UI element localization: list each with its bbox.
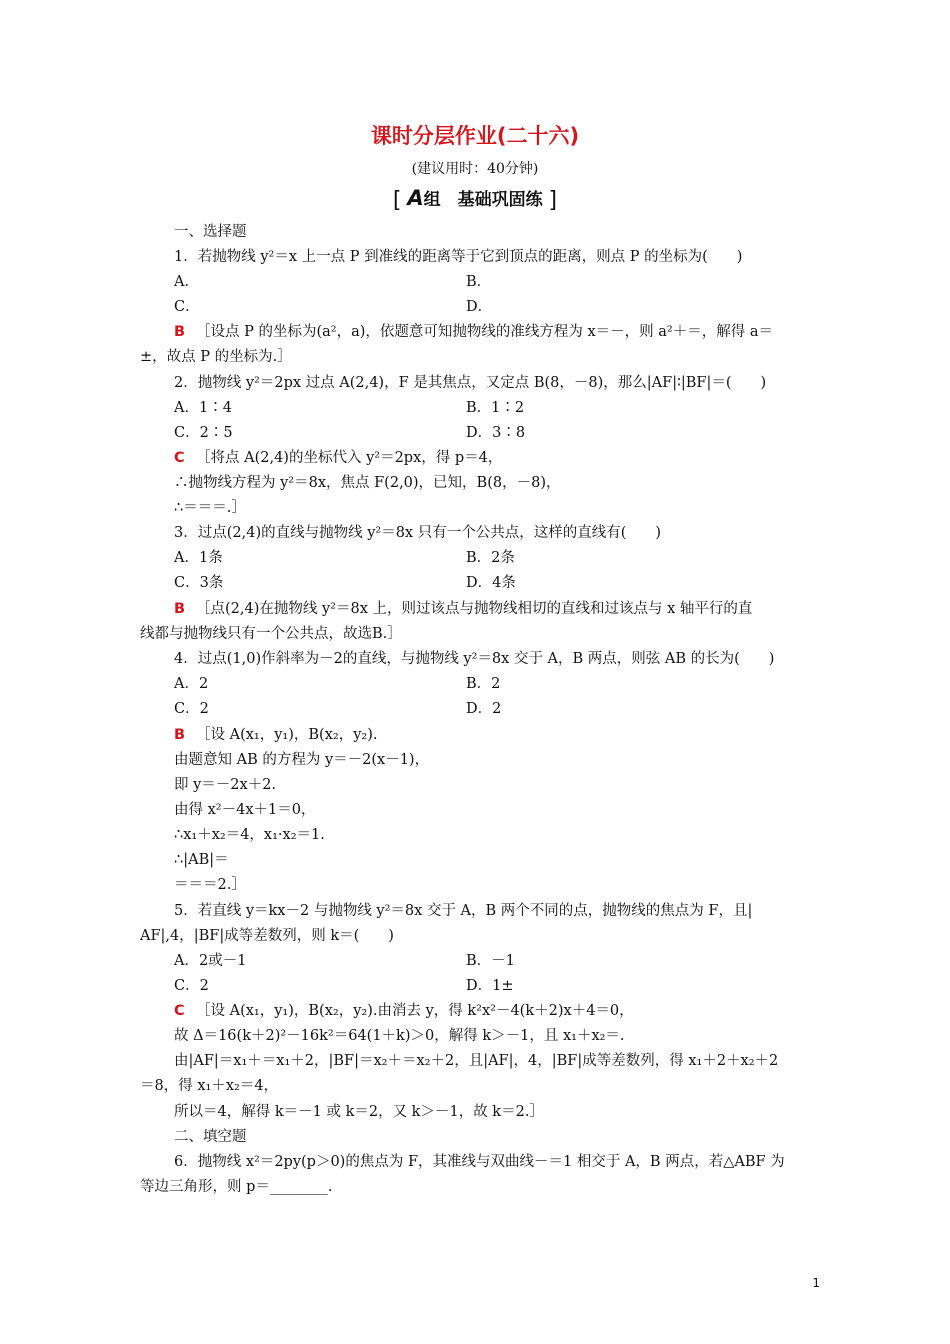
- question-2: 2．抛物线 y²＝2px 过点 A(2,4)，F 是其焦点，又定点 B(8，－8)，那么|AF|∶|BF|＝( ): [174, 375, 767, 391]
- solution-line: ∴抛物线方程为 y²＝8x，焦点 F(2,0)，已知，B(8，－8)，: [174, 475, 561, 491]
- question-4: 4．过点(1,0)作斜率为－2的直线，与抛物线 y²＝8x 交于 A，B 两点，则弦 AB 的长为( ): [174, 651, 775, 667]
- solution-line: ［设 A(x₁，y₁)，B(x₂，y₂).: [196, 727, 378, 743]
- option-d: D．1±: [466, 978, 514, 994]
- solution-line: ∴|AB|＝: [174, 852, 229, 868]
- solution-line: ［设 A(x₁，y₁)，B(x₂，y₂).由消去 y，得 k²x²－4(k＋2)x＋4＝0，: [196, 1003, 634, 1019]
- option-c: C．2∶5: [174, 425, 233, 441]
- solution-line: ＝＝＝2.］: [174, 877, 246, 893]
- page-number: 1: [812, 1276, 820, 1290]
- solution-line: 由得 x²－4x＋1＝0，: [174, 802, 316, 818]
- page-title: 课时分层作业(二十六): [370, 124, 580, 148]
- answer-letter: C: [174, 1003, 185, 1019]
- solution-line: ［点(2,4)在抛物线 y²＝8x 上，则过该点与抛物线相切的直线和过该点与 x 轴平行的直: [196, 601, 753, 617]
- question-6-cont: 等边三角形，则 p＝________.: [140, 1179, 333, 1195]
- solution-line: ∴＝＝＝.］: [174, 500, 246, 516]
- question-3: 3．过点(2,4)的直线与抛物线 y²＝8x 只有一个公共点，这样的直线有( ): [174, 525, 662, 541]
- solution-line: ［设点 P 的坐标为(a²，a)，依题意可知抛物线的准线方程为 x＝－，则 a²＋＝，解得 a＝: [196, 324, 773, 340]
- option-c: C．: [174, 299, 200, 315]
- question-6: 6．抛物线 x²＝2py(p＞0)的焦点为 F，其准线与双曲线－＝1 相交于 A，B 两点，若△ABF 为: [174, 1154, 785, 1170]
- option-d: D．3∶8: [466, 425, 526, 441]
- bracket-open: [: [392, 188, 402, 213]
- solution-line: 即 y＝－2x＋2.: [174, 777, 277, 793]
- option-c: C．2: [174, 701, 209, 717]
- option-d: D．4条: [466, 575, 516, 591]
- solution-line: 线都与抛物线只有一个公共点，故选B.］: [140, 626, 402, 642]
- solution-line: 故 Δ＝16(k＋2)²－16k²＝64(1＋k)＞0，解得 k＞－1，且 x₁＋x₂＝.: [174, 1028, 625, 1044]
- option-c: C．3条: [174, 575, 224, 591]
- answer-letter: B: [174, 601, 186, 617]
- option-a: A．1条: [174, 550, 223, 566]
- section-group-heading: [0, 185, 950, 213]
- section-heading-choice: 一、选择题: [174, 224, 247, 240]
- group-letter: A: [407, 186, 424, 210]
- option-b: B．: [466, 274, 492, 290]
- suggested-time: (建议用时：40分钟): [411, 161, 539, 177]
- option-d: D．: [466, 299, 493, 315]
- option-b: B．－1: [466, 953, 515, 969]
- option-b: B．2条: [466, 550, 515, 566]
- option-a: A．2或－1: [174, 953, 247, 969]
- answer-letter: C: [174, 450, 185, 466]
- option-c: C．2: [174, 978, 209, 994]
- solution-line: ∴x₁＋x₂＝4，x₁·x₂＝1.: [174, 827, 325, 843]
- option-a: A．2: [174, 676, 209, 692]
- option-b: B．2: [466, 676, 501, 692]
- group-label: 组 基础巩固练: [423, 190, 543, 210]
- option-a: A．1∶4: [174, 400, 232, 416]
- question-5-cont: AF|,4，|BF|成等差数列，则 k＝( ): [140, 928, 394, 944]
- solution-line: 由题意知 AB 的方程为 y＝－2(x－1)，: [174, 752, 430, 768]
- answer-letter: B: [174, 727, 186, 743]
- solution-line: 所以＝4，解得 k＝－1 或 k＝2，又 k＞－1，故 k＝2.］: [174, 1104, 544, 1120]
- option-d: D．2: [466, 701, 502, 717]
- question-1: 1．若抛物线 y²＝x 上一点 P 到准线的距离等于它到顶点的距离，则点 P 的坐标为( ): [174, 249, 743, 265]
- solution-line: ±，故点 P 的坐标为.］: [140, 349, 292, 365]
- solution-line: ＝8，得 x₁＋x₂＝4，: [140, 1078, 279, 1094]
- solution-line: ［将点 A(2,4)的坐标代入 y²＝2px，得 p＝4，: [196, 450, 503, 466]
- section-heading-fill: 二、填空题: [174, 1129, 247, 1145]
- solution-line: 由|AF|＝x₁＋＝x₁＋2，|BF|＝x₂＋＝x₂＋2，且|AF|，4，|BF|成等差数列，得 x₁＋2＋x₂＋2: [174, 1053, 779, 1069]
- option-a: A．: [174, 274, 199, 290]
- bracket-close: ]: [548, 188, 558, 213]
- question-5: 5．若直线 y＝kx－2 与抛物线 y²＝8x 交于 A，B 两个不同的点，抛物线的焦点为 F，且|: [174, 903, 753, 919]
- option-b: B．1∶2: [466, 400, 525, 416]
- answer-letter: B: [174, 324, 186, 340]
